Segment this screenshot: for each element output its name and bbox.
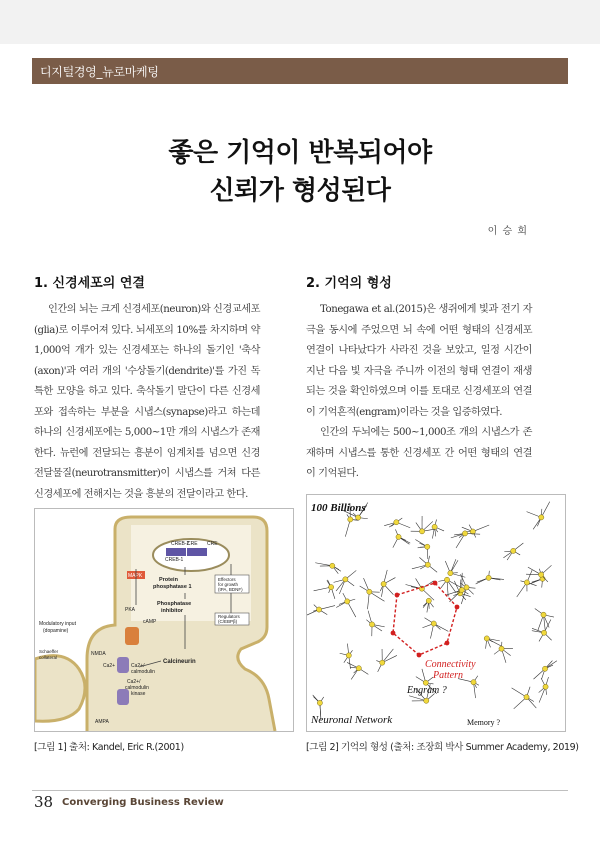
neuron-body xyxy=(524,695,529,700)
neuron-body xyxy=(367,589,372,594)
article-title-line1: 좋은 기억이 반복되어야 xyxy=(168,138,432,168)
section-category-label: 디지털경영_뉴로마케팅 xyxy=(40,65,159,79)
neuron-body xyxy=(542,666,547,671)
fig2-label-memory: Memory ? xyxy=(467,718,501,727)
engram-node xyxy=(391,631,396,636)
neuron-body xyxy=(424,698,429,703)
neuron-body xyxy=(543,684,548,689)
neuron-body xyxy=(317,700,322,705)
magazine-name: Converging Business Review xyxy=(62,797,224,808)
neuron-body xyxy=(394,520,399,525)
fig1-label-eff2: for growth xyxy=(218,582,239,587)
engram-node xyxy=(417,653,422,658)
figure1-caption: [그림 1] 출처: Kandel, Eric R.(2001) xyxy=(34,742,184,753)
neuron-body xyxy=(444,577,449,582)
neuron-body xyxy=(541,630,546,635)
engram-node xyxy=(455,605,460,610)
page-header-band xyxy=(0,0,600,44)
fig1-label-ck1: Ca2+/ xyxy=(127,679,141,685)
fig1-label-mod1: Modulatory input xyxy=(39,621,76,627)
fig1-label-pp1a: Protein xyxy=(159,577,178,583)
footer-divider xyxy=(32,790,568,791)
fig2-label-conn2: Pattern xyxy=(433,670,463,681)
fig1-label-cre1: CRE xyxy=(187,541,198,547)
neuron-body xyxy=(356,515,361,520)
section2-paragraph1: Tonegawa et al.(2015)은 생쥐에게 빛과 전기 자극을 동시에 주었으면 뇌 속에 어떤 형태의 신경세포 연결이 나타났다가 사라진 것을 보았고, 일정 시간이 지난 다음 빛 자극을 주니까 이전의 형태 연결이 재생되는 것을 확인하였으며 이를 토대로 신경세포의 연결이 기억흔적(engram)이라는 것을 입증하였다. xyxy=(306,304,532,418)
fig1-label-schaffer2: collateral xyxy=(39,655,58,660)
fig1-label-cre2: CRE xyxy=(207,541,218,547)
neuron-body xyxy=(419,529,424,534)
section2-body xyxy=(306,300,532,485)
engram-node xyxy=(445,641,450,646)
neuron-body xyxy=(486,575,491,580)
fig1-label-ampa: AMPA xyxy=(95,719,109,725)
fig1-label-creb2: CREB-2 xyxy=(171,541,190,547)
engram-node xyxy=(433,581,438,586)
section1-heading: 1. 신경세포의 연결 xyxy=(34,276,145,291)
fig1-label-eff3: (tPA, BDNF) xyxy=(218,587,243,592)
neuron-body xyxy=(484,636,489,641)
neuron-body xyxy=(356,666,361,671)
page-number: 38 xyxy=(34,793,54,811)
neuron-body xyxy=(541,612,546,617)
neuron-body xyxy=(432,524,437,529)
neuron-body xyxy=(330,563,335,568)
neuron-body xyxy=(539,572,544,577)
figure2-caption: [그림 2] 기억의 형성 (출처: 조장희 박사 Summer Academy, 2019) xyxy=(306,742,579,753)
neuron-body xyxy=(470,529,475,534)
neuron-body xyxy=(426,598,431,603)
fig1-label-phos2: inhibitor xyxy=(161,608,183,614)
fig1-label-calm2: calmodulin xyxy=(131,669,155,675)
neuron-body xyxy=(471,680,476,685)
figure1-svg xyxy=(35,509,293,731)
fig1-label-mod2: (dopamine) xyxy=(43,628,69,634)
neuron-body xyxy=(431,621,436,626)
fig1-label-pp1b: phosphatase 1 xyxy=(153,584,192,590)
neuron-body xyxy=(539,515,544,520)
neuron-body xyxy=(448,571,453,576)
section-category-bar xyxy=(32,58,568,84)
fig1-label-pka: PKA xyxy=(125,607,136,613)
neuron-body xyxy=(499,646,504,651)
fig1-label-mapk: MAPK xyxy=(128,573,143,579)
fig2-label-top: 100 Billions xyxy=(311,502,366,514)
fig1-label-eff1: Effectors xyxy=(218,577,236,582)
neuron-body xyxy=(380,660,385,665)
section2-paragraph2: 인간의 두뇌에는 500~1,000조 개의 시냅스가 존재하며 시냅스를 통한 신경세포 간 어떤 형태의 연결이 기억된다. xyxy=(306,427,532,479)
neuron-body xyxy=(346,653,351,658)
fig1-label-ck2: calmodulin xyxy=(125,685,149,691)
section2-heading: 2. 기억의 형성 xyxy=(306,276,392,291)
neuron-body xyxy=(396,534,401,539)
neuron-body xyxy=(459,587,464,592)
fig1-label-creb1: CREB-1 xyxy=(165,557,184,563)
neuron-body xyxy=(345,599,350,604)
neuron-body xyxy=(425,544,430,549)
section1-paragraph: 인간의 뇌는 크게 신경세포(neuron)와 신경교세포(glia)로 이루어져 있다. 뇌세포의 10%를 차지하며 약 1,000억 개가 있는 신경세포는 하나의 돌기인 '축삭(axon)'과 여러 개의 '수상돌기(dendrite)'를 가진 독특한 모양을 하고 있다. 축삭돌기 말단이 다른 신경세포와 접속하는 부분을 시냅스(synapse)라고 하는데 하나의 신경세포에는 5,000~1만 개의 시냅스가 존재한다. 뉴런에 전달되는 흥분이 임계치를 넘으면 신경전달물질(neurotransmitter)이 시냅스를 거쳐 다른 신경세포에 전해지는 것을 흥분의 전달이라고 한다. xyxy=(34,304,260,500)
fig1-label-schaffer1: Schaeffer xyxy=(39,649,59,654)
fig1-label-nmda: NMDA xyxy=(91,651,106,657)
neuron-body xyxy=(462,531,467,536)
neuron-body xyxy=(524,580,529,585)
engram-node xyxy=(395,593,400,598)
figure2-neuronal-network xyxy=(306,494,566,732)
section1-body xyxy=(34,300,260,505)
fig2-label-network: Neuronal Network xyxy=(311,714,393,726)
fig2-label-engram: Engram ? xyxy=(407,685,447,696)
neuron-body xyxy=(425,562,430,567)
fig2-label-conn1: Connectivity xyxy=(425,659,476,670)
figure2-svg xyxy=(307,495,565,731)
fig1-label-ca: Ca2+ xyxy=(103,663,116,669)
article-title-line2: 신뢰가 형성된다 xyxy=(209,176,391,206)
fig1-label-calm1: Ca2+/ xyxy=(131,663,145,669)
author-name: 이 승 희 xyxy=(487,226,528,237)
fig1-label-ck3: kinase xyxy=(131,691,146,697)
neuron-body xyxy=(381,581,386,586)
neuron-body xyxy=(348,517,353,522)
neuron-body xyxy=(511,548,516,553)
fig1-label-reg1: Regulators xyxy=(218,614,240,619)
fig1-label-calcineurin: Calcineurin xyxy=(163,659,196,665)
neuron-body xyxy=(329,585,334,590)
neuron-body xyxy=(369,622,374,627)
neuron-body xyxy=(464,585,469,590)
neuron-body xyxy=(316,607,321,612)
fig1-label-reg2: (C/EBPβ) xyxy=(218,619,238,624)
fig1-label-phos1: Phosphatase xyxy=(157,601,192,607)
fig1-label-camp: cAMP xyxy=(143,619,157,625)
figure1-synapse-diagram xyxy=(34,508,294,732)
neuron-body xyxy=(343,577,348,582)
